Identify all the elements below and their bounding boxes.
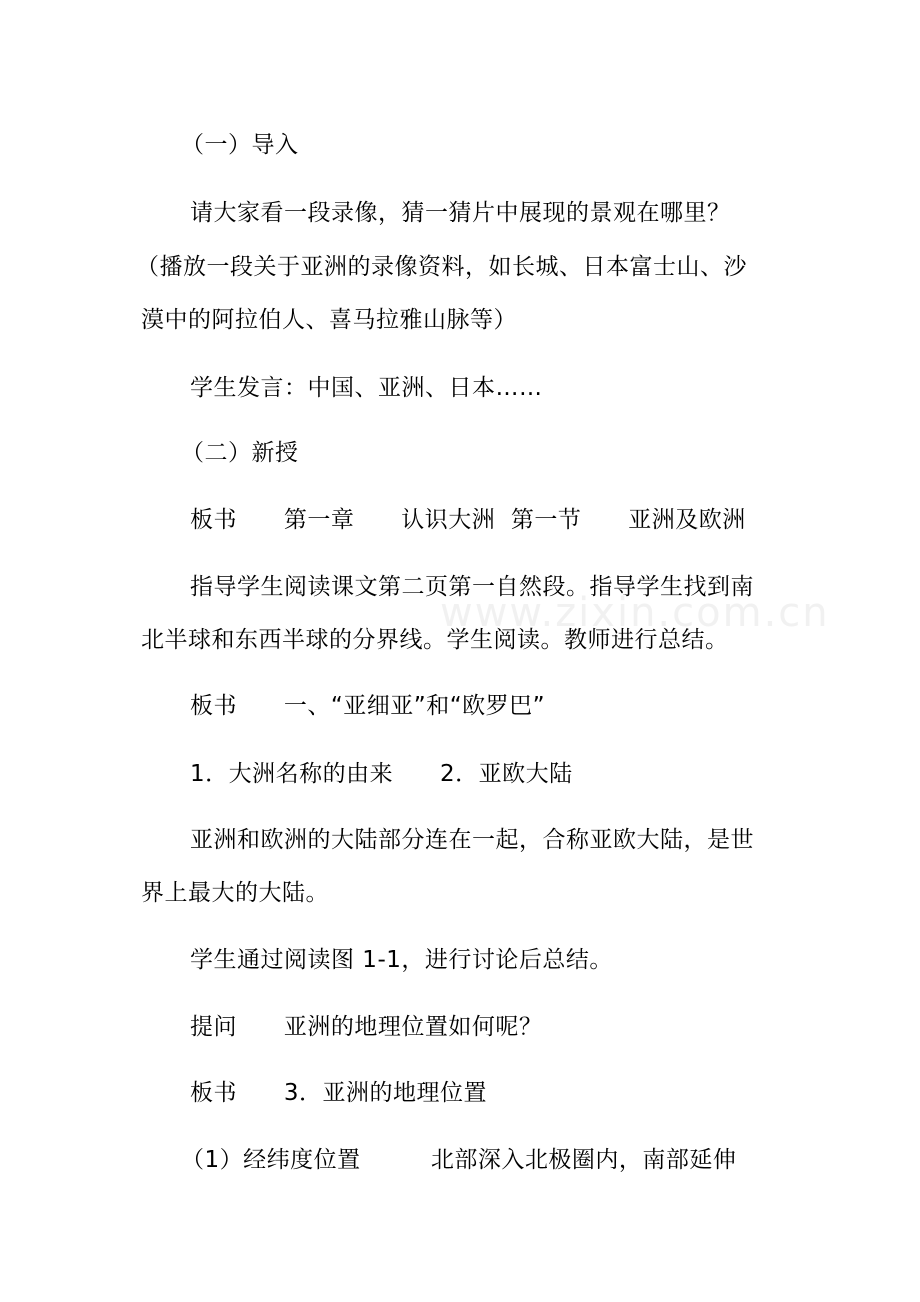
paragraph-line: 学生发言：中国、亚洲、日本…… (190, 375, 543, 401)
watermark-text: www.zixin.com.cn (440, 590, 830, 636)
paragraph-line: （播放一段关于亚洲的录像资料，如长城、日本富士山、沙 (136, 254, 747, 280)
section-heading-intro: （一）导入 (181, 132, 299, 158)
paragraph-line: 指导学生阅读课文第二页第一自然段。指导学生找到南 (190, 574, 754, 600)
paragraph-line: 界上最大的大陆。 (141, 880, 329, 906)
paragraph-line: 亚洲和欧洲的大陆部分连在一起，合称亚欧大陆，是世 (190, 827, 754, 853)
paragraph-line: （1）经纬度位置 北部深入北极圈内，南部延伸 (181, 1147, 737, 1173)
list-line: 1．大洲名称的由来 2．亚欧大陆 (190, 761, 573, 787)
paragraph-line: 北半球和东西半球的分界线。学生阅读。教师进行总结。 (141, 627, 729, 653)
board-note-line: 板书 3．亚洲的地理位置 (190, 1080, 487, 1106)
paragraph-line: 漠中的阿拉伯人、喜马拉雅山脉等） (141, 307, 517, 333)
board-note-line: 板书 一、“亚细亚”和“欧罗巴” (190, 693, 546, 719)
paragraph-line: 学生通过阅读图 1-1，进行讨论后总结。 (190, 947, 613, 973)
paragraph-line: 请大家看一段录像，猜一猜片中展现的景观在哪里？ (190, 200, 731, 226)
question-line: 提问 亚洲的地理位置如何呢？ (190, 1014, 543, 1040)
section-heading-new: （二）新授 (181, 440, 299, 466)
board-note-line: 板书 第一章 认识大洲 第一节 亚洲及欧洲 (190, 507, 746, 533)
